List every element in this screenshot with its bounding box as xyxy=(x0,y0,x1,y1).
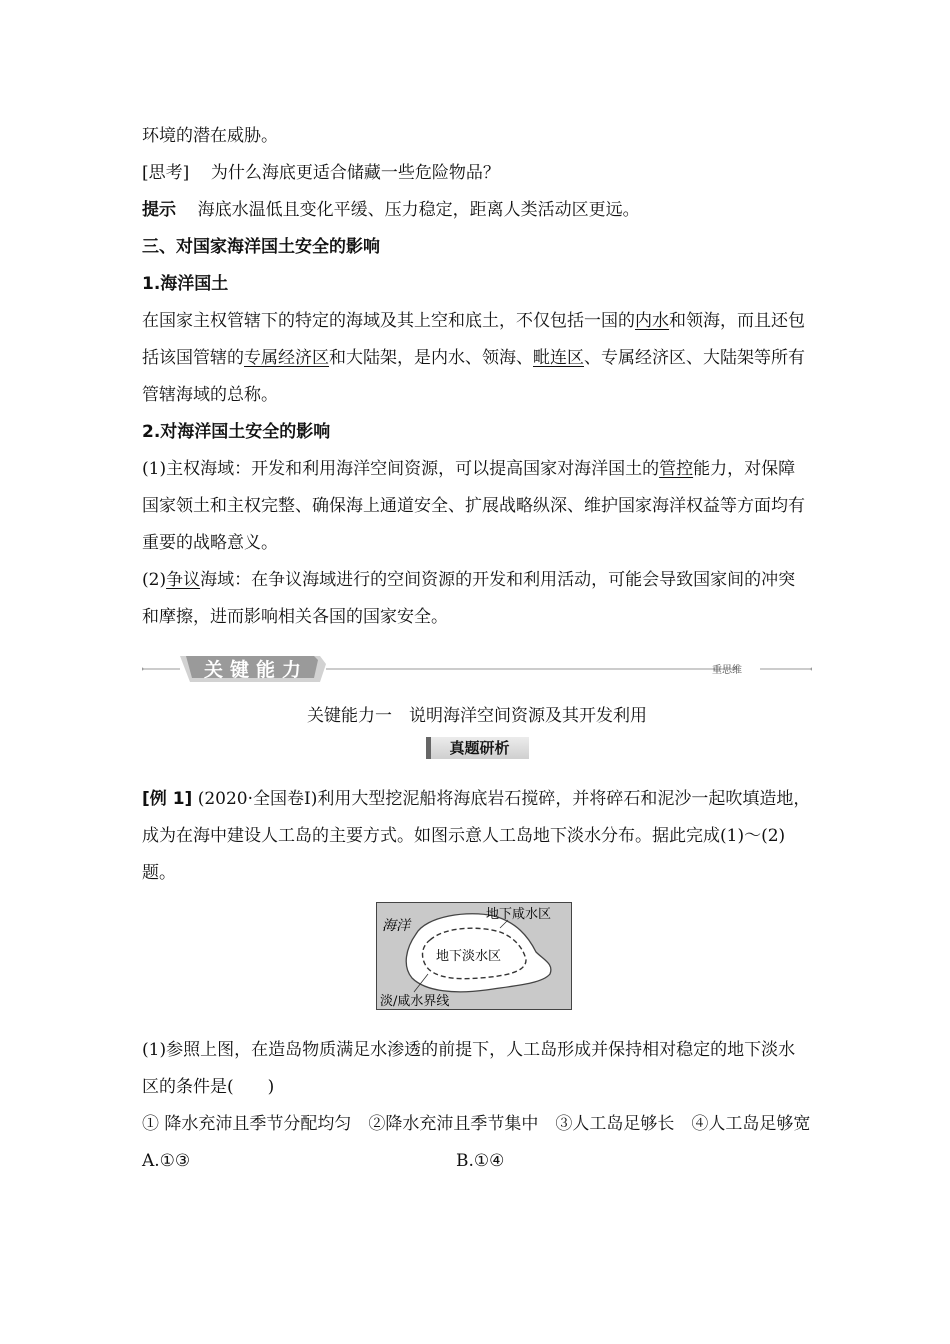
subsection-2-title: 2.对海洋国土安全的影响 xyxy=(142,422,331,442)
underlined-term: 专属经济区 xyxy=(244,348,329,368)
point-2 xyxy=(142,562,812,636)
think-text: 为什么海底更适合储藏一些危险物品？ xyxy=(210,163,500,183)
point-1 xyxy=(142,451,812,562)
underlined-term: 毗连区 xyxy=(533,348,584,368)
label-boundary: 淡/咸水界线 xyxy=(380,994,450,1009)
example-1 xyxy=(142,781,812,892)
example-text: (2020·全国卷Ⅰ)利用大型挖泥船将海底岩石搅碎，并将碎石和泥沙一起吹填造地，成为在海中建设人工岛的主要方式。如图示意人工岛地下淡水分布。据此完成(1)～(2)题。 xyxy=(142,789,811,883)
underlined-term: 内水 xyxy=(635,311,669,331)
section-3-title: 三、对国家海洋国土安全的影响 xyxy=(142,237,380,257)
label-saline-zone: 地下咸水区 xyxy=(486,907,552,922)
hint-label: 提示 xyxy=(142,200,176,220)
subsection-1-text xyxy=(142,303,812,414)
study-tag-wrap xyxy=(142,735,812,759)
think-label: [思考] xyxy=(142,163,190,183)
label-ocean: 海洋 xyxy=(382,918,410,934)
page-content xyxy=(142,118,812,1180)
text-run: 和领海，而且还包括该国管辖的 xyxy=(142,311,805,368)
text-run: 海域：在争议海域进行的空间资源的开发和利用活动，可能会导致国家间的冲突和摩擦，进而影响相关各国的国家安全。 xyxy=(142,570,796,627)
question-1-choices: ① 降水充沛且季节分配均匀 ②降水充沛且季节集中 ③人工岛足够长 ④人工岛足够宽 xyxy=(142,1114,811,1134)
text-run: 、专属经济区、大陆架等所有管辖海域的总称。 xyxy=(142,348,805,405)
label-fresh-zone: 地下淡水区 xyxy=(436,949,502,964)
text-run: (1)主权海域：开发和利用海洋空间资源，可以提高国家对海洋国土的 xyxy=(142,459,660,479)
answer-options xyxy=(142,1143,812,1180)
think-paragraph xyxy=(142,155,812,192)
option-b[interactable]: B.①④ xyxy=(456,1151,505,1171)
subsection-1-title: 1.海洋国土 xyxy=(142,274,229,294)
study-tag xyxy=(426,737,529,759)
ability-title: 关键能力一 说明海洋空间资源及其开发利用 xyxy=(307,706,647,726)
island-diagram xyxy=(376,902,572,1010)
text-run: 能力，对保障国家领土和主权完整、确保海上通道安全、扩展战略纵深、维护国家海洋权益等方面均有重要的战略意义。 xyxy=(142,459,805,553)
study-tag-label: 真题研析 xyxy=(449,739,510,757)
text-run: (2) xyxy=(142,570,167,590)
underlined-term: 争议 xyxy=(166,570,201,590)
hint-paragraph xyxy=(142,192,812,229)
island-figure xyxy=(376,902,812,1014)
intro-line: 环境的潜在威胁。 xyxy=(142,126,278,146)
option-a[interactable]: A.①③ xyxy=(142,1151,191,1171)
text-run: 和大陆架，是内水、领海、 xyxy=(329,348,533,368)
underlined-term: 管控 xyxy=(659,459,694,479)
banner-right-label: 重思维 xyxy=(712,665,742,676)
example-label: [例 1] xyxy=(142,789,193,809)
hint-text: 海底水温低且变化平缓、压力稳定，距离人类活动区更远。 xyxy=(197,200,640,220)
key-ability-banner xyxy=(142,644,812,690)
banner-title: 关键能力 xyxy=(204,659,309,681)
question-1: (1)参照上图，在造岛物质满足水渗透的前提下，人工岛形成并保持相对稳定的地下淡水区的条件是( ) xyxy=(142,1040,796,1097)
text-run: 在国家主权管辖下的特定的海域及其上空和底土，不仅包括一国的 xyxy=(142,311,635,331)
